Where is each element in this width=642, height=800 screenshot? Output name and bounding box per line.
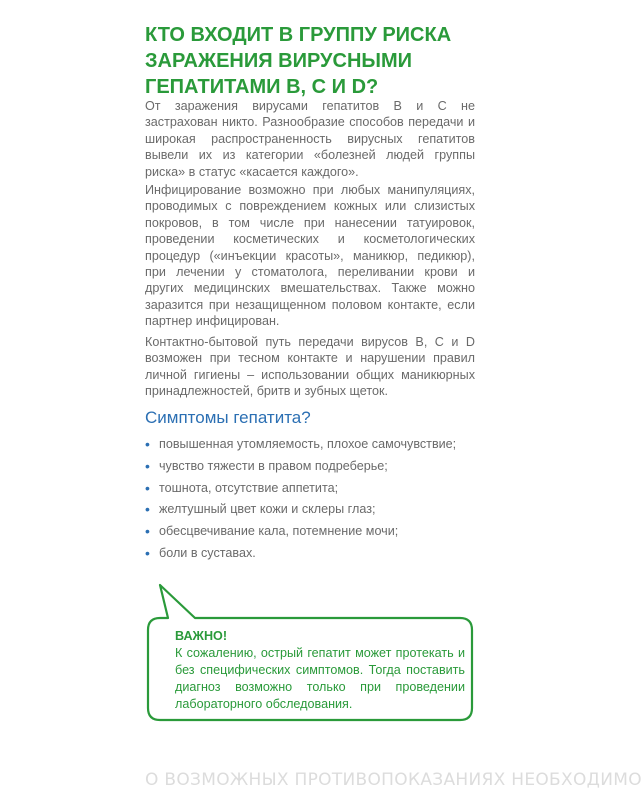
bullet-icon: • (145, 501, 150, 518)
page-title: КТО ВХОДИТ В ГРУППУ РИСКА ЗАРАЖЕНИЯ ВИРУСНЫМИ ГЕПАТИТАМИ В, С И D? (145, 24, 452, 98)
list-item (145, 436, 465, 452)
paragraph-household-transmission: Контактно-бытовой путь передачи вирусов В, С и D возможен при тесном контакте и нарушении правил личной гигиены – использовании общих маникюрных принадлежностей, бритв и зубных щеток. (145, 335, 475, 399)
symptom-text: тошнота, отсутствие аппетита; (159, 480, 339, 495)
symptoms-title: Симптомы гепатита? (145, 408, 311, 427)
paragraph-risk-intro: От заражения вирусами гепатитов В и С не застрахован никто. Разнообразие способов передачи и широкая распространенность вирусных гепатитов вывели их из категории «болезней людей группы риска» в статус «касается каждого». (145, 99, 475, 179)
symptom-text: обесцвечивание кала, потемнение мочи; (159, 524, 399, 539)
symptom-text: боли в суставах. (159, 545, 256, 560)
bullet-icon: • (145, 544, 150, 561)
symptoms-list (145, 436, 465, 567)
bullet-icon: • (145, 457, 150, 474)
callout-box (175, 628, 465, 713)
symptom-text: желтушный цвет кожи и склеры глаз; (159, 502, 376, 517)
bullet-icon: • (145, 523, 150, 540)
paragraph-infection-ways: Инфицирование возможно при любых манипуляциях, проводимых с повреждением кожных или слизистых покровов, в том числе при нанесении татуировок, проведении косметических и косметологических процедур («инъекции красоты», маникюр, педикюр), при лечении у стоматолога, переливании крови и других медицинских вмешательствах. Также можно заразится при незащищенном половом контакте, если партнер инфицирован. (145, 183, 475, 329)
bullet-icon: • (145, 479, 150, 496)
footer-banner: О ВОЗМОЖНЫХ ПРОТИВОПОКАЗАНИЯХ НЕОБХОДИМО (145, 770, 642, 790)
list-item (145, 458, 465, 474)
symptom-text: повышенная утомляемость, плохое самочувствие; (159, 437, 457, 451)
callout-heading: ВАЖНО! (175, 629, 228, 643)
list-item (145, 501, 465, 517)
list-item (145, 545, 465, 561)
list-item (145, 480, 465, 496)
bullet-icon: • (145, 436, 150, 452)
callout-text: К сожалению, острый гепатит может протекать и без специфических симптомов. Тогда поставить диагноз возможно только при проведении лабораторного обследования. (175, 646, 465, 711)
list-item (145, 523, 465, 539)
symptom-text: чувство тяжести в правом подреберье; (159, 458, 388, 473)
